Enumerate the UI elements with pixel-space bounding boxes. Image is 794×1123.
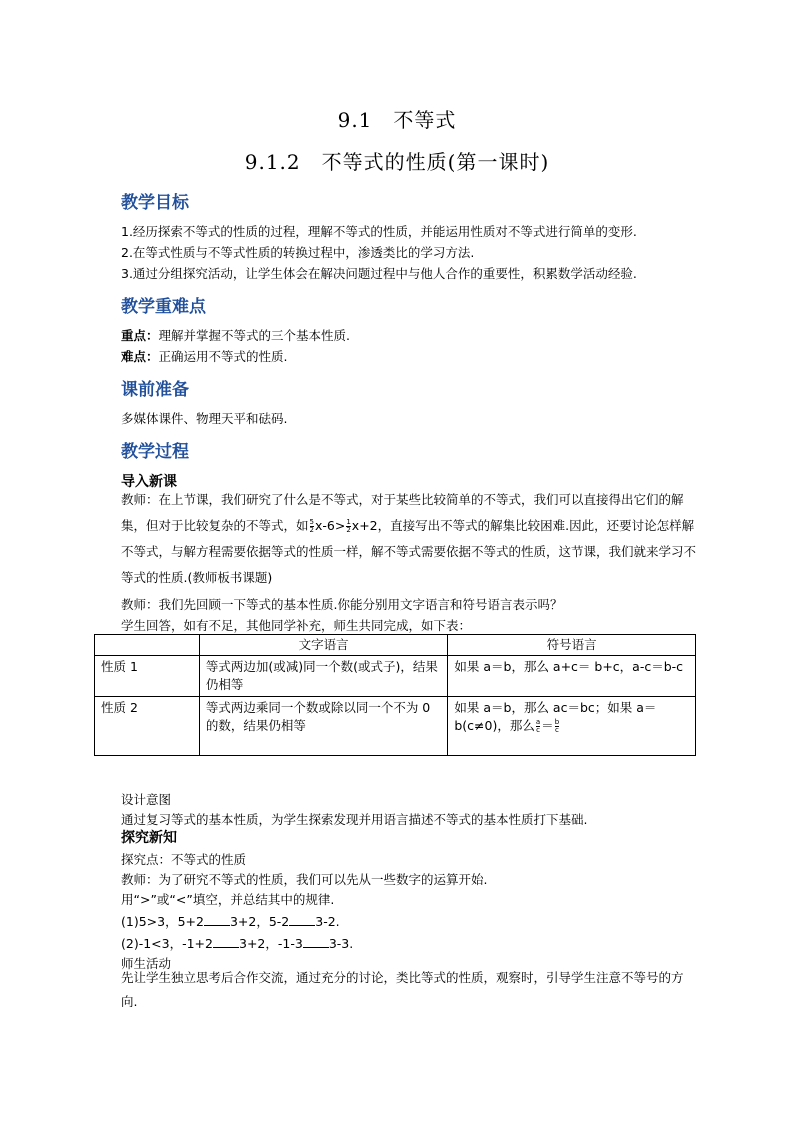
table-header-row xyxy=(95,635,696,656)
goal-item-3: 3.通过分组探究活动，让学生体会在解决问题过程中与他人合作的重要性，积累数学活动经验. xyxy=(121,266,637,281)
answer-blank[interactable] xyxy=(289,913,315,926)
section-heading-goals: 教学目标 xyxy=(121,193,189,213)
answer-blank[interactable] xyxy=(204,913,230,926)
explore-point: 探究点：不等式的性质 xyxy=(121,852,247,867)
important-text: 理解并掌握不等式的三个基本性质. xyxy=(158,328,350,343)
section-heading-prep: 课前准备 xyxy=(121,380,189,400)
fraction-a-over-c: $\frac{a}{c}$ xyxy=(535,718,541,734)
table-header-empty xyxy=(95,635,200,656)
page-title: 9.1 不等式 xyxy=(337,108,457,132)
equality-properties-table xyxy=(94,634,696,756)
fraction-five-halves: $\frac{5}{2}$ xyxy=(309,518,314,534)
key-point-important xyxy=(121,326,350,344)
intro-heading: 导入新课 xyxy=(121,474,177,490)
intro-paragraph xyxy=(94,487,696,591)
property-2-text: 等式两边乘同一个数或除以同一个不为 0 的数，结果仍相等 xyxy=(199,697,448,756)
property-1-label: 性质 1 xyxy=(95,656,200,697)
property-1-text: 等式两边加(或减)同一个数(或式子)，结果仍相等 xyxy=(199,656,448,697)
property-2-label: 性质 2 xyxy=(95,697,200,756)
exercise-2: (2)-1<3，-1+2 3+2，-1-3 3-3. xyxy=(121,936,354,951)
intro-text-a: 教师：在上节课，我们研究了什么是不等式，对于某些比较简单的不等式，我们可以直接得出它们的解集，但对于比较复杂的不等式，如 xyxy=(121,492,684,533)
table-header-symbol-language: 符号语言 xyxy=(448,635,696,656)
page-subtitle: 9.1.2 不等式的性质(第一课时) xyxy=(244,150,550,174)
goal-item-1: 1.经历探索不等式的性质的过程，理解不等式的性质，并能运用性质对不等式进行简单的变形. xyxy=(121,224,637,239)
activity-paragraph xyxy=(94,966,696,1014)
key-point-difficult xyxy=(121,347,288,365)
important-label: 重点： xyxy=(121,328,159,343)
explore-teacher: 教师：为了研究不等式的性质，我们可以先从一些数字的运算开始. xyxy=(121,872,488,887)
property-2-symbol: 如果 a＝b，那么 ac＝bc；如果 a＝b(c≠0)，那么 $\frac{a}{c}$ ＝ $\frac{b}{c}$ xyxy=(448,697,696,756)
answer-blank[interactable] xyxy=(303,935,329,948)
table-row xyxy=(95,656,696,697)
section-heading-process: 教学过程 xyxy=(121,442,189,462)
property-1-symbol: 如果 a＝b，那么 a+c＝ b+c，a-c＝b-c xyxy=(448,656,696,697)
activity-text: 先让学生独立思考后合作交流，通过充分的讨论，类比等式的性质，观察时，引导学生注意不等号的方向. xyxy=(121,970,684,1009)
difficult-text: 正确运用不等式的性质. xyxy=(158,349,288,364)
intro-student-answer: 学生回答，如有不足，其他同学补充，师生共同完成，如下表： xyxy=(121,618,472,633)
intro-text-b: x-6> xyxy=(314,518,346,533)
exercise-1: (1)5>3，5+2 3+2，5-2 3-2. xyxy=(121,914,340,929)
table-row xyxy=(95,697,696,756)
design-label: 设计意图 xyxy=(121,792,172,807)
activity-label: 师生活动 xyxy=(121,956,172,971)
explore-instruction: 用“>”或“<”填空，并总结其中的规律. xyxy=(121,892,335,907)
design-text: 通过复习等式的基本性质，为学生探索发现并用语言描述不等式的基本性质打下基础. xyxy=(121,812,588,827)
explore-heading: 探究新知 xyxy=(121,830,177,846)
goal-item-2: 2.在等式性质与不等式性质的转换过程中，渗透类比的学习方法. xyxy=(121,245,475,260)
fraction-b-over-c: $\frac{b}{c}$ xyxy=(554,718,560,734)
intro-text-c: x+2，直接写出不等式的解集比较困难.因此，还要讨论怎样解不等式，与解方程需要依据等式的性质一样，解不等式需要依据不等式的性质，这节课，我们就来学习不等式的性质.(教师板书课题) xyxy=(121,518,697,585)
fraction-one-half: $\frac{1}{2}$ xyxy=(346,518,351,534)
intro-question: 教师：我们先回顾一下等式的基本性质.你能分别用文字语言和符号语言表示吗？ xyxy=(121,597,563,612)
difficult-label: 难点： xyxy=(121,349,159,364)
answer-blank[interactable] xyxy=(213,935,239,948)
section-heading-key-points: 教学重难点 xyxy=(121,297,206,317)
table-header-text-language: 文字语言 xyxy=(199,635,448,656)
prep-text: 多媒体课件、物理天平和砝码. xyxy=(121,411,288,426)
